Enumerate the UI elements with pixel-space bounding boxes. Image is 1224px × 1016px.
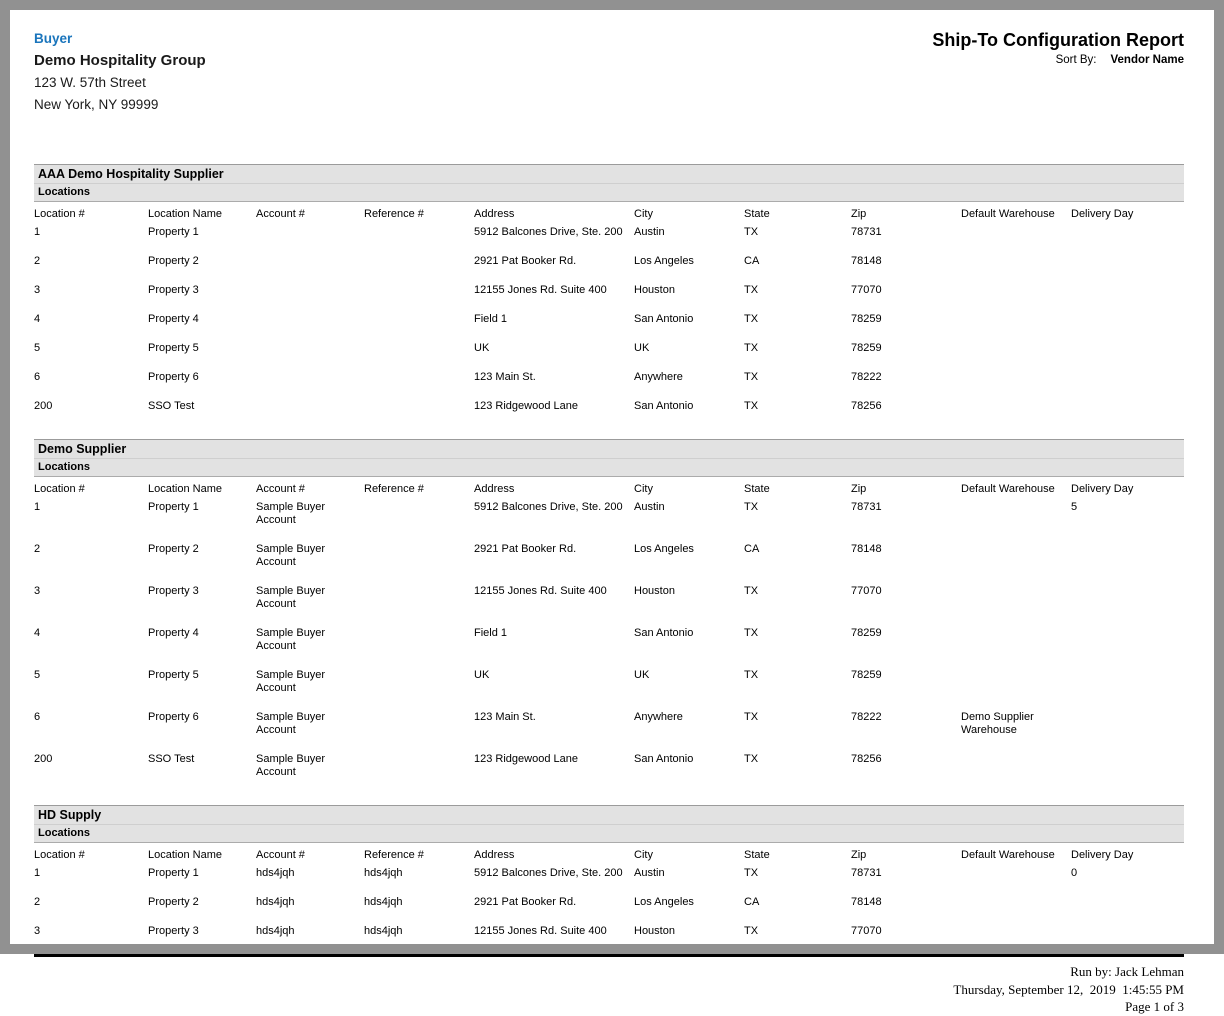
cell-state: TX: [744, 867, 759, 879]
cell-city: Los Angeles: [634, 896, 694, 908]
cell-zip: 78259: [851, 627, 882, 639]
cell-location-name: Property 2: [148, 896, 199, 908]
vendor-name: HD Supply: [38, 808, 102, 822]
cell-city: Austin: [634, 501, 665, 513]
locations-band: [34, 183, 1184, 202]
cell-delivery-day: [1071, 585, 1184, 627]
locations-table: [34, 849, 1184, 954]
location-row: [34, 313, 1184, 342]
cell-city: Houston: [634, 585, 675, 597]
cell-city: UK: [634, 669, 650, 681]
cell-location-number: 3: [34, 585, 41, 597]
cell-address: 5912 Balcones Drive, Ste. 200: [474, 867, 623, 879]
column-header-address: Address: [474, 208, 515, 220]
cell-default-warehouse: [961, 669, 1071, 711]
cell-account-number: [256, 400, 364, 429]
column-header-delivery-day: Delivery Day: [1071, 849, 1134, 861]
location-row: [34, 226, 1184, 255]
cell-address: UK: [474, 669, 490, 681]
cell-city: San Antonio: [634, 313, 694, 325]
cell-address: 123 Ridgewood Lane: [474, 753, 578, 765]
column-header-delivery-day: Delivery Day: [1071, 483, 1134, 495]
cell-zip: 78259: [851, 313, 882, 325]
column-header-address: Address: [474, 849, 515, 861]
cell-location-name: Property 4: [148, 627, 199, 639]
cell-default-warehouse: [961, 896, 1071, 925]
column-header-city: City: [634, 483, 653, 495]
cell-delivery-day: 0: [1071, 867, 1078, 879]
cell-address: 123 Main St.: [474, 371, 536, 383]
cell-state: TX: [744, 371, 759, 383]
cell-zip: 78222: [851, 711, 882, 723]
cell-default-warehouse: [961, 501, 1071, 543]
cell-location-name: Property 1: [148, 226, 199, 238]
locations-table: [34, 483, 1184, 795]
column-header-zip: Zip: [851, 849, 867, 861]
cell-state: CA: [744, 896, 760, 908]
cell-address: 123 Main St.: [474, 711, 536, 723]
cell-location-name: Property 2: [148, 255, 199, 267]
cell-account-number: hds4jqh: [256, 896, 295, 908]
cell-zip: 78222: [851, 371, 882, 383]
cell-address: 2921 Pat Booker Rd.: [474, 255, 577, 267]
location-row: [34, 627, 1184, 669]
cell-zip: 78731: [851, 867, 882, 879]
vendor-name-band: [34, 164, 1184, 183]
cell-state: TX: [744, 711, 759, 723]
page-header: [34, 28, 1184, 116]
cell-default-warehouse: [961, 585, 1071, 627]
cell-default-warehouse: [961, 543, 1071, 585]
buyer-block: [34, 28, 206, 116]
cell-account-number: Sample Buyer Account: [256, 669, 326, 694]
cell-default-warehouse: [961, 313, 1071, 342]
title-block: [932, 28, 1184, 66]
column-header-state: State: [744, 483, 770, 495]
column-header-location-name: Location Name: [148, 208, 222, 220]
cell-default-warehouse: [961, 255, 1071, 284]
page-footer: [34, 963, 1184, 1016]
cell-delivery-day: [1071, 669, 1184, 711]
cell-delivery-day: [1071, 371, 1184, 400]
cell-address: Field 1: [474, 627, 508, 639]
cell-reference-number: [364, 501, 474, 543]
cell-zip: 78731: [851, 501, 882, 513]
cell-city: Anywhere: [634, 371, 683, 383]
cell-location-number: 6: [34, 371, 41, 383]
cell-address: 2921 Pat Booker Rd.: [474, 543, 577, 555]
cell-city: Austin: [634, 226, 665, 238]
cell-zip: 77070: [851, 925, 882, 937]
column-header-location-name: Location Name: [148, 849, 222, 861]
vendor-name-band: [34, 805, 1184, 824]
cell-account-number: Sample Buyer Account: [256, 627, 326, 652]
cell-location-number: 2: [34, 543, 41, 555]
cell-reference-number: [364, 543, 474, 585]
cell-location-name: Property 5: [148, 342, 199, 354]
column-header-location-number: Location #: [34, 208, 85, 220]
cell-state: TX: [744, 342, 759, 354]
cell-location-name: Property 1: [148, 501, 199, 513]
cell-location-name: SSO Test: [148, 753, 195, 765]
cell-default-warehouse: [961, 226, 1071, 255]
sort-by: [932, 54, 1184, 66]
cell-delivery-day: [1071, 342, 1184, 371]
footer-page-number: Page 1 of 3: [1125, 999, 1184, 1014]
cell-location-number: 6: [34, 711, 41, 723]
column-header-account-number: Account #: [256, 483, 305, 495]
buyer-address-line1: 123 W. 57th Street: [34, 75, 146, 90]
location-row: [34, 501, 1184, 543]
cell-reference-number: [364, 313, 474, 342]
cell-zip: 78256: [851, 400, 882, 412]
column-header-zip: Zip: [851, 483, 867, 495]
column-header-default-warehouse: Default Warehouse: [961, 849, 1055, 861]
cell-delivery-day: [1071, 711, 1184, 753]
cell-location-number: 1: [34, 501, 41, 513]
cell-account-number: hds4jqh: [256, 925, 295, 937]
cell-location-number: 5: [34, 669, 41, 681]
vendor-section: [34, 164, 1184, 429]
cell-location-name: Property 4: [148, 313, 199, 325]
cell-address: 5912 Balcones Drive, Ste. 200: [474, 501, 623, 513]
cell-default-warehouse: [961, 925, 1071, 954]
locations-label: Locations: [38, 827, 90, 839]
cell-default-warehouse: Demo Supplier Warehouse: [961, 711, 1034, 736]
footer-datetime: Thursday, September 12, 2019 1:45:55 PM: [953, 981, 1184, 997]
sort-by-label: Sort By:: [1055, 54, 1097, 66]
cell-location-number: 2: [34, 896, 41, 908]
cell-reference-number: hds4jqh: [364, 925, 403, 937]
location-row: [34, 342, 1184, 371]
cell-location-number: 4: [34, 313, 41, 325]
cell-delivery-day: [1071, 400, 1184, 429]
column-header-default-warehouse: Default Warehouse: [961, 483, 1055, 495]
column-header-location-number: Location #: [34, 483, 85, 495]
cell-reference-number: [364, 342, 474, 371]
cell-city: Los Angeles: [634, 255, 694, 267]
cell-zip: 78148: [851, 255, 882, 267]
cell-delivery-day: [1071, 925, 1184, 954]
cell-address: 12155 Jones Rd. Suite 400: [474, 925, 607, 937]
cell-address: Field 1: [474, 313, 508, 325]
location-row: [34, 255, 1184, 284]
cell-zip: 78731: [851, 226, 882, 238]
location-row: [34, 669, 1184, 711]
cell-reference-number: [364, 711, 474, 753]
cell-state: TX: [744, 400, 759, 412]
cell-reference-number: [364, 371, 474, 400]
cell-address: 123 Ridgewood Lane: [474, 400, 578, 412]
column-header-reference-number: Reference #: [364, 483, 424, 495]
cell-state: TX: [744, 627, 759, 639]
cell-zip: 78256: [851, 753, 882, 765]
cell-reference-number: hds4jqh: [364, 896, 403, 908]
cell-reference-number: [364, 255, 474, 284]
sort-by-value: Vendor Name: [1110, 54, 1184, 66]
cell-account-number: [256, 226, 364, 255]
cell-address: 12155 Jones Rd. Suite 400: [474, 585, 607, 597]
cell-account-number: Sample Buyer Account: [256, 711, 326, 736]
vendor-name: Demo Supplier: [38, 442, 127, 456]
column-header-location-number: Location #: [34, 849, 85, 861]
cell-state: TX: [744, 925, 759, 937]
cell-address: 2921 Pat Booker Rd.: [474, 896, 577, 908]
cell-account-number: [256, 371, 364, 400]
cell-location-name: Property 6: [148, 711, 199, 723]
locations-table: [34, 208, 1184, 429]
cell-account-number: [256, 342, 364, 371]
column-header-default-warehouse: Default Warehouse: [961, 208, 1055, 220]
cell-delivery-day: [1071, 255, 1184, 284]
column-header-reference-number: Reference #: [364, 208, 424, 220]
cell-location-name: SSO Test: [148, 400, 195, 412]
cell-location-name: Property 3: [148, 925, 199, 937]
report-title: Ship-To Configuration Report: [932, 30, 1184, 50]
cell-reference-number: [364, 284, 474, 313]
cell-zip: 78259: [851, 342, 882, 354]
location-row: [34, 896, 1184, 925]
vendor-name: AAA Demo Hospitality Supplier: [38, 167, 224, 181]
cell-reference-number: [364, 753, 474, 795]
locations-band: [34, 824, 1184, 843]
cell-city: San Antonio: [634, 753, 694, 765]
locations-label: Locations: [38, 186, 90, 198]
cell-delivery-day: [1071, 284, 1184, 313]
cell-delivery-day: [1071, 226, 1184, 255]
column-header-city: City: [634, 849, 653, 861]
cell-location-number: 200: [34, 400, 53, 412]
cell-address: 12155 Jones Rd. Suite 400: [474, 284, 607, 296]
location-row: [34, 543, 1184, 585]
column-header-row: [34, 849, 1184, 867]
column-header-reference-number: Reference #: [364, 849, 424, 861]
cell-default-warehouse: [961, 371, 1071, 400]
cell-address: 5912 Balcones Drive, Ste. 200: [474, 226, 623, 238]
vendor-section: [34, 439, 1184, 795]
cell-location-number: 1: [34, 226, 41, 238]
location-row: [34, 711, 1184, 753]
cell-state: TX: [744, 501, 759, 513]
vendor-name-band: [34, 439, 1184, 458]
report-page: [10, 10, 1214, 1014]
cell-state: TX: [744, 313, 759, 325]
cell-location-number: 1: [34, 867, 41, 879]
cell-state: CA: [744, 255, 760, 267]
cell-address: UK: [474, 342, 490, 354]
cell-delivery-day: [1071, 313, 1184, 342]
cell-reference-number: hds4jqh: [364, 867, 403, 879]
cell-account-number: Sample Buyer Account: [256, 753, 326, 778]
cell-state: TX: [744, 585, 759, 597]
cell-default-warehouse: [961, 284, 1071, 313]
cell-zip: 78148: [851, 896, 882, 908]
cell-account-number: [256, 284, 364, 313]
locations-label: Locations: [38, 461, 90, 473]
cell-location-number: 200: [34, 753, 53, 765]
cell-reference-number: [364, 585, 474, 627]
location-row: [34, 925, 1184, 954]
location-row: [34, 753, 1184, 795]
cell-zip: 78148: [851, 543, 882, 555]
column-header-account-number: Account #: [256, 849, 305, 861]
cell-state: TX: [744, 226, 759, 238]
cell-reference-number: [364, 627, 474, 669]
cell-city: Los Angeles: [634, 543, 694, 555]
column-header-row: [34, 208, 1184, 226]
cell-delivery-day: [1071, 896, 1184, 925]
cell-default-warehouse: [961, 627, 1071, 669]
location-row: [34, 867, 1184, 896]
cell-location-number: 3: [34, 284, 41, 296]
cell-city: San Antonio: [634, 400, 694, 412]
footer-rule: [34, 954, 1184, 957]
cell-reference-number: [364, 226, 474, 255]
column-header-zip: Zip: [851, 208, 867, 220]
cell-account-number: Sample Buyer Account: [256, 585, 326, 610]
cell-state: CA: [744, 543, 760, 555]
cell-location-name: Property 3: [148, 585, 199, 597]
cell-location-name: Property 5: [148, 669, 199, 681]
cell-delivery-day: [1071, 543, 1184, 585]
cell-location-name: Property 2: [148, 543, 199, 555]
cell-zip: 77070: [851, 585, 882, 597]
cell-city: Anywhere: [634, 711, 683, 723]
cell-location-number: 5: [34, 342, 41, 354]
cell-delivery-day: 5: [1071, 501, 1078, 513]
column-header-delivery-day: Delivery Day: [1071, 208, 1134, 220]
cell-location-number: 4: [34, 627, 41, 639]
cell-account-number: Sample Buyer Account: [256, 543, 326, 568]
cell-city: Houston: [634, 925, 675, 937]
column-header-address: Address: [474, 483, 515, 495]
cell-delivery-day: [1071, 753, 1184, 795]
cell-city: San Antonio: [634, 627, 694, 639]
locations-band: [34, 458, 1184, 477]
cell-location-name: Property 6: [148, 371, 199, 383]
cell-account-number: hds4jqh: [256, 867, 295, 879]
location-row: [34, 284, 1184, 313]
footer-run-by: Run by: Jack Lehman: [1070, 964, 1184, 979]
cell-city: Houston: [634, 284, 675, 296]
cell-state: TX: [744, 753, 759, 765]
column-header-city: City: [634, 208, 653, 220]
buyer-label: Buyer: [34, 31, 73, 46]
cell-location-number: 3: [34, 925, 41, 937]
cell-state: TX: [744, 284, 759, 296]
cell-city: Austin: [634, 867, 665, 879]
location-row: [34, 371, 1184, 400]
column-header-state: State: [744, 208, 770, 220]
cell-location-name: Property 3: [148, 284, 199, 296]
vendor-section: [34, 805, 1184, 954]
cell-default-warehouse: [961, 867, 1071, 896]
cell-default-warehouse: [961, 753, 1071, 795]
location-row: [34, 585, 1184, 627]
cell-zip: 77070: [851, 284, 882, 296]
cell-account-number: [256, 255, 364, 284]
cell-delivery-day: [1071, 627, 1184, 669]
cell-location-name: Property 1: [148, 867, 199, 879]
buyer-address-line2: New York, NY 99999: [34, 97, 159, 112]
vendor-sections: [34, 164, 1184, 954]
cell-zip: 78259: [851, 669, 882, 681]
cell-default-warehouse: [961, 342, 1071, 371]
column-header-row: [34, 483, 1184, 501]
cell-location-number: 2: [34, 255, 41, 267]
cell-state: TX: [744, 669, 759, 681]
cell-account-number: [256, 313, 364, 342]
cell-account-number: Sample Buyer Account: [256, 501, 326, 526]
buyer-name: Demo Hospitality Group: [34, 52, 206, 69]
column-header-location-name: Location Name: [148, 483, 222, 495]
column-header-state: State: [744, 849, 770, 861]
cell-reference-number: [364, 669, 474, 711]
cell-default-warehouse: [961, 400, 1071, 429]
cell-reference-number: [364, 400, 474, 429]
cell-city: UK: [634, 342, 650, 354]
column-header-account-number: Account #: [256, 208, 305, 220]
location-row: [34, 400, 1184, 429]
